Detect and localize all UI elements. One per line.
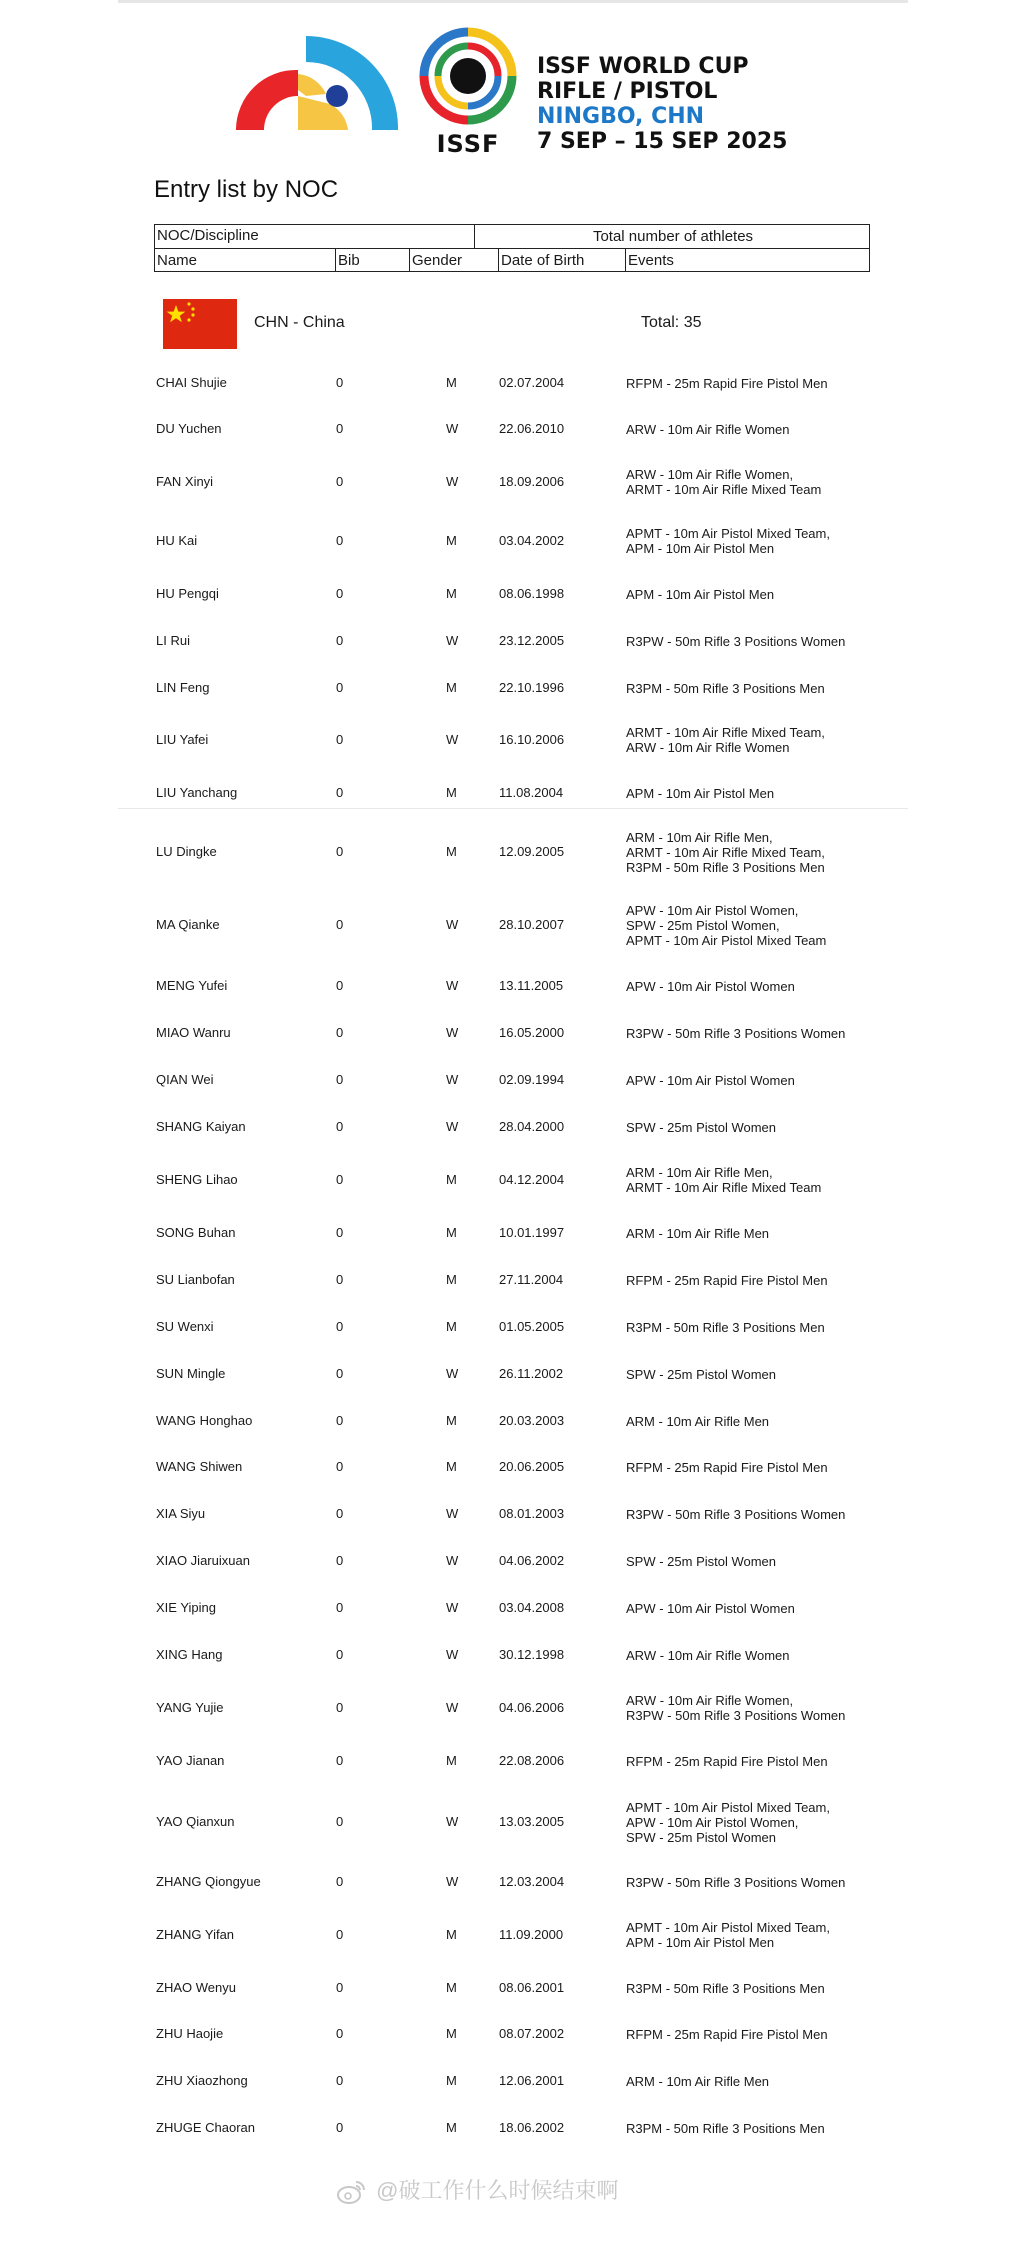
athlete-events: [626, 2027, 828, 2042]
athlete-gender: M: [446, 1413, 457, 1428]
event-entry: SPW - 25m Pistol Women: [626, 1366, 777, 1382]
event-entry: RFPM - 25m Rapid Fire Pistol Men: [626, 1272, 828, 1288]
athlete-name: MA Qianke: [156, 917, 220, 932]
athlete-dob: 08.07.2002: [499, 2026, 565, 2041]
athlete-gender: M: [446, 680, 457, 695]
athlete-events: [626, 467, 821, 497]
athlete-dob: 28.10.2007: [499, 917, 565, 932]
athlete-events: [626, 1460, 828, 1475]
athlete-row: [0, 1874, 1018, 1890]
athlete-bib: 0: [336, 1600, 344, 1615]
athlete-events: [626, 1273, 828, 1288]
athlete-events: [626, 422, 790, 437]
athlete-dob: 12.09.2005: [499, 844, 565, 859]
country-total: Total: 35: [641, 314, 702, 331]
athlete-events: [626, 1754, 828, 1769]
athlete-dob: 04.06.2002: [499, 1553, 565, 1568]
event-entry: ARW - 10m Air Rifle Women,: [626, 467, 794, 482]
athlete-bib: 0: [336, 1225, 344, 1240]
athlete-row: [0, 1506, 1018, 1522]
athlete-bib: 0: [336, 1413, 344, 1428]
athlete-dob: 23.12.2005: [499, 633, 565, 648]
athlete-gender: M: [446, 375, 457, 390]
athlete-dob: 08.01.2003: [499, 1506, 565, 1521]
athlete-events: [626, 979, 795, 994]
athlete-row: [0, 829, 1018, 875]
athlete-bib: 0: [336, 2026, 344, 2041]
athlete-name: SU Lianbofan: [156, 1272, 235, 1287]
athlete-row: [0, 1319, 1018, 1335]
athlete-bib: 0: [336, 2073, 344, 2088]
athlete-dob: 13.11.2005: [499, 978, 564, 993]
athlete-name: YANG Yujie: [156, 1700, 224, 1715]
athlete-bib: 0: [336, 1459, 344, 1474]
athlete-name: SU Wenxi: [156, 1319, 214, 1334]
athlete-dob: 03.04.2008: [499, 1600, 565, 1615]
event-entry: APMT - 10m Air Pistol Mixed Team,: [626, 1799, 830, 1815]
athlete-name: LIU Yanchang: [156, 785, 238, 800]
athlete-bib: 0: [336, 1025, 344, 1040]
athlete-name: ZHUGE Chaoran: [156, 2120, 255, 2135]
athlete-events: [626, 587, 774, 602]
athlete-row: [0, 1072, 1018, 1088]
issf-logo-text: ISSF: [436, 130, 500, 158]
athlete-events: [626, 1875, 845, 1890]
athlete-gender: M: [446, 2073, 457, 2088]
athlete-gender: W: [446, 633, 459, 648]
athlete-bib: 0: [336, 1814, 344, 1829]
athlete-row: [0, 1553, 1018, 1569]
athlete-row: [0, 1753, 1018, 1769]
athlete-bib: 0: [336, 533, 344, 548]
header-gender: Gender: [412, 252, 463, 269]
event-entry: APW - 10m Air Pistol Women,: [626, 1814, 799, 1830]
athlete-events: [626, 526, 830, 556]
athlete-gender: W: [446, 978, 459, 993]
header-name: Name: [157, 252, 198, 269]
event-entry: RFPM - 25m Rapid Fire Pistol Men: [626, 375, 828, 391]
athlete-row: [0, 1647, 1018, 1663]
athlete-bib: 0: [336, 474, 344, 489]
event-entry: ARMT - 10m Air Rifle Mixed Team: [626, 1180, 822, 1195]
athlete-bib: 0: [336, 1072, 344, 1087]
event-entry: SPW - 25m Pistol Women,: [626, 917, 780, 933]
event-entry: R3PW - 50m Rifle 3 Positions Women: [626, 1506, 846, 1522]
athlete-bib: 0: [336, 844, 344, 859]
athlete-row: [0, 1366, 1018, 1382]
athlete-bib: 0: [336, 1553, 344, 1568]
athlete-name: WANG Shiwen: [156, 1459, 243, 1474]
athlete-gender: W: [446, 421, 459, 436]
athlete-dob: 02.07.2004: [499, 375, 565, 390]
athlete-dob: 01.05.2005: [499, 1319, 565, 1334]
athlete-gender: W: [446, 1700, 459, 1715]
yellow-top: [298, 74, 326, 96]
athlete-row: [0, 1119, 1018, 1135]
athlete-row: [0, 1600, 1018, 1616]
athlete-events: [626, 376, 828, 391]
athlete-events: [626, 1026, 845, 1041]
athlete-events: [626, 1981, 825, 1996]
athlete-row: [0, 2026, 1018, 2042]
event-entry: SPW - 25m Pistol Women: [626, 1119, 777, 1135]
watermark-text: @破工作什么时候结束啊: [376, 2178, 619, 2203]
event-entry: APM - 10m Air Pistol Men: [626, 1935, 775, 1950]
athlete-dob: 20.06.2005: [499, 1459, 565, 1474]
athlete-dob: 12.03.2004: [499, 1874, 565, 1889]
athlete-name: ZHAO Wenyu: [156, 1980, 236, 1995]
athlete-gender: W: [446, 474, 459, 489]
athlete-events: [626, 1414, 769, 1429]
target-icon: [418, 26, 518, 126]
athlete-gender: W: [446, 1119, 459, 1134]
athlete-name: CHAI Shujie: [156, 375, 227, 390]
athlete-gender: M: [446, 1319, 457, 1334]
event-entry: ARM - 10m Air Rifle Men: [626, 1413, 770, 1429]
athlete-events: [626, 1367, 776, 1382]
athlete-gender: W: [446, 1506, 459, 1521]
event-entry: R3PM - 50m Rifle 3 Positions Men: [626, 2120, 825, 2136]
athlete-events: [626, 786, 774, 801]
athlete-events: [626, 1648, 790, 1663]
event-title-dates: 7 SEP – 15 SEP 2025: [537, 129, 788, 154]
athlete-events: [626, 2121, 825, 2136]
event-entry: R3PM - 50m Rifle 3 Positions Men: [626, 859, 825, 875]
athlete-row: [0, 526, 1018, 556]
event-entry: APMT - 10m Air Pistol Mixed Team,: [626, 526, 830, 541]
athlete-name: SUN Mingle: [156, 1366, 226, 1381]
athlete-name: XIAO Jiaruixuan: [156, 1553, 250, 1568]
athlete-dob: 02.09.1994: [499, 1072, 565, 1087]
athlete-row: [0, 375, 1018, 391]
header-events: Events: [628, 252, 674, 269]
athlete-name: YAO Qianxun: [156, 1814, 235, 1829]
athlete-row: [0, 1693, 1018, 1723]
athlete-gender: M: [446, 1927, 457, 1942]
athlete-gender: M: [446, 533, 457, 548]
athlete-name: ZHANG Yifan: [156, 1927, 235, 1942]
athlete-row: [0, 978, 1018, 994]
event-entry: APM - 10m Air Pistol Men: [626, 586, 775, 602]
athlete-name: XING Hang: [156, 1647, 223, 1662]
athlete-name: ZHU Xiaozhong: [156, 2073, 248, 2088]
athlete-bib: 0: [336, 2120, 344, 2135]
event-entry: SPW - 25m Pistol Women: [626, 1829, 777, 1845]
athlete-gender: M: [446, 785, 457, 800]
athlete-row: [0, 1025, 1018, 1041]
event-entry: ARM - 10m Air Rifle Men: [626, 2073, 770, 2089]
athlete-events: [626, 1800, 830, 1845]
athlete-name: YAO Jianan: [156, 1753, 225, 1768]
event-entry: APM - 10m Air Pistol Men: [626, 785, 775, 801]
athlete-name: LI Rui: [156, 633, 190, 648]
china-flag-icon: [163, 299, 237, 349]
athlete-bib: 0: [336, 1272, 344, 1287]
athlete-dob: 22.08.2006: [499, 1753, 565, 1768]
athlete-gender: W: [446, 1647, 459, 1662]
athlete-dob: 26.11.2002: [499, 1366, 564, 1381]
event-entry: ARW - 10m Air Rifle Women,: [626, 1693, 794, 1708]
athlete-dob: 04.06.2006: [499, 1700, 565, 1715]
athlete-gender: M: [446, 1172, 457, 1187]
athlete-gender: M: [446, 1272, 457, 1287]
event-title: [537, 54, 787, 154]
athlete-row: [0, 680, 1018, 696]
athlete-row: [0, 1980, 1018, 1996]
event-entry: R3PW - 50m Rifle 3 Positions Women: [626, 1874, 846, 1890]
athlete-events: [626, 681, 825, 696]
athlete-name: ZHU Haojie: [156, 2026, 224, 2041]
athlete-gender: W: [446, 1553, 459, 1568]
athlete-dob: 12.06.2001: [499, 2073, 565, 2088]
athlete-name: LIN Feng: [156, 680, 210, 695]
event-entry: APW - 10m Air Pistol Women: [626, 1072, 795, 1088]
athlete-name: MIAO Wanru: [156, 1025, 231, 1040]
athlete-bib: 0: [336, 917, 344, 932]
athlete-name: SHANG Kaiyan: [156, 1119, 246, 1134]
athlete-row: [0, 1459, 1018, 1475]
athlete-dob: 04.12.2004: [499, 1172, 565, 1187]
athlete-name: SONG Buhan: [156, 1225, 236, 1240]
athlete-row: [0, 467, 1018, 497]
column-header-table: [154, 224, 870, 272]
athlete-events: [626, 1073, 795, 1088]
athlete-dob: 22.06.2010: [499, 421, 565, 436]
athlete-bib: 0: [336, 586, 344, 601]
athlete-events: [626, 1320, 825, 1335]
event-entry: RFPM - 25m Rapid Fire Pistol Men: [626, 1459, 828, 1475]
event-title-line-2: RIFLE / PISTOL: [537, 79, 718, 104]
athlete-dob: 30.12.1998: [499, 1647, 565, 1662]
weibo-icon: [336, 2179, 366, 2205]
event-entry: R3PM - 50m Rifle 3 Positions Men: [626, 680, 825, 696]
event-entry: RFPM - 25m Rapid Fire Pistol Men: [626, 2026, 828, 2042]
athlete-bib: 0: [336, 1874, 344, 1889]
athlete-gender: M: [446, 2026, 457, 2041]
event-logo: [224, 32, 398, 136]
event-entry: APW - 10m Air Pistol Women: [626, 978, 795, 994]
athlete-name: LU Dingke: [156, 844, 217, 859]
athlete-name: HU Kai: [156, 533, 198, 548]
athlete-row: [0, 2073, 1018, 2089]
event-entry: SPW - 25m Pistol Women: [626, 1553, 777, 1569]
athlete-events: [626, 1920, 830, 1950]
athlete-events: [626, 1693, 845, 1723]
athlete-name: HU Pengqi: [156, 586, 219, 601]
athlete-dob: 16.05.2000: [499, 1025, 565, 1040]
country-label: CHN - China: [254, 314, 345, 331]
event-entry: ARMT - 10m Air Rifle Mixed Team,: [626, 725, 825, 740]
athlete-events: [626, 1601, 795, 1616]
athlete-row: [0, 1920, 1018, 1950]
athlete-bib: 0: [336, 785, 344, 800]
athlete-row: [0, 1799, 1018, 1845]
athlete-bib: 0: [336, 1172, 344, 1187]
athlete-gender: M: [446, 1459, 457, 1474]
athlete-name: MENG Yufei: [156, 978, 228, 993]
athlete-bib: 0: [336, 1366, 344, 1381]
athlete-events: [626, 1554, 776, 1569]
athlete-events: [626, 725, 825, 755]
athlete-row: [0, 633, 1018, 649]
athlete-gender: M: [446, 1753, 457, 1768]
athlete-name: XIA Siyu: [156, 1506, 206, 1521]
athlete-dob: 18.06.2002: [499, 2120, 565, 2135]
athlete-dob: 08.06.1998: [499, 586, 565, 601]
event-entry: ARW - 10m Air Rifle Women: [626, 1647, 790, 1663]
event-entry: R3PW - 50m Rifle 3 Positions Women: [626, 1025, 846, 1041]
event-title-line-1: ISSF WORLD CUP: [537, 54, 749, 79]
athlete-dob: 11.08.2004: [499, 785, 564, 800]
athlete-dob: 10.01.1997: [499, 1225, 565, 1240]
athlete-bib: 0: [336, 1119, 344, 1134]
event-entry: APMT - 10m Air Pistol Mixed Team: [626, 932, 827, 948]
event-entry: R3PM - 50m Rifle 3 Positions Men: [626, 1319, 825, 1335]
event-entry: APW - 10m Air Pistol Women,: [626, 902, 799, 918]
page-title: Entry list by NOC: [154, 176, 339, 203]
event-title-location: NINGBO, CHN: [537, 104, 705, 129]
athlete-row: [0, 785, 1018, 801]
athlete-gender: M: [446, 1980, 457, 1995]
athlete-bib: 0: [336, 375, 344, 390]
athlete-row: [0, 1165, 1018, 1195]
athlete-dob: 27.11.2004: [499, 1272, 564, 1287]
event-entry: ARMT - 10m Air Rifle Mixed Team,: [626, 844, 825, 860]
athlete-events: [626, 1165, 821, 1195]
athlete-bib: 0: [336, 1647, 344, 1662]
athlete-gender: M: [446, 2120, 457, 2135]
blue-dot: [326, 85, 348, 107]
athlete-gender: M: [446, 586, 457, 601]
header-date-of-birth: Date of Birth: [501, 252, 585, 269]
event-entry: ARMT - 10m Air Rifle Mixed Team: [626, 482, 822, 497]
event-entry: R3PW - 50m Rifle 3 Positions Women: [626, 633, 846, 649]
header-noc-discipline: NOC/Discipline: [157, 227, 259, 244]
athlete-gender: W: [446, 1366, 459, 1381]
athlete-gender: W: [446, 1025, 459, 1040]
athlete-name: WANG Honghao: [156, 1413, 253, 1428]
athlete-name: SHENG Lihao: [156, 1172, 238, 1187]
athlete-events: [626, 1226, 769, 1241]
athlete-bib: 0: [336, 680, 344, 695]
athlete-dob: 16.10.2006: [499, 732, 565, 747]
event-entry: APW - 10m Air Pistol Women: [626, 1600, 795, 1616]
athlete-name: LIU Yafei: [156, 732, 209, 747]
athlete-bib: 0: [336, 1753, 344, 1768]
athlete-row: [0, 2120, 1018, 2136]
athlete-row: [0, 586, 1018, 602]
athlete-events: [626, 830, 825, 875]
red-arc: [236, 70, 298, 130]
athlete-gender: W: [446, 1814, 459, 1829]
athlete-events: [626, 903, 826, 948]
athlete-bib: 0: [336, 421, 344, 436]
athlete-dob: 11.09.2000: [499, 1927, 564, 1942]
athlete-gender: W: [446, 917, 459, 932]
event-entry: ARM - 10m Air Rifle Men: [626, 1225, 770, 1241]
event-entry: ARM - 10m Air Rifle Men,: [626, 1165, 773, 1180]
athlete-name: QIAN Wei: [156, 1072, 214, 1087]
athlete-row: [0, 421, 1018, 437]
athlete-name: ZHANG Qiongyue: [156, 1874, 261, 1889]
athlete-dob: 13.03.2005: [499, 1814, 565, 1829]
athlete-row: [0, 1413, 1018, 1429]
athlete-gender: W: [446, 1072, 459, 1087]
athlete-dob: 03.04.2002: [499, 533, 565, 548]
athlete-bib: 0: [336, 1700, 344, 1715]
athlete-name: DU Yuchen: [156, 421, 222, 436]
top-divider: [118, 0, 908, 3]
athlete-row: [0, 902, 1018, 948]
athlete-gender: M: [446, 844, 457, 859]
athlete-bib: 0: [336, 732, 344, 747]
athlete-bib: 0: [336, 1506, 344, 1521]
event-entry: R3PM - 50m Rifle 3 Positions Men: [626, 1980, 825, 1996]
issf-logo: [418, 26, 518, 158]
athlete-gender: W: [446, 1874, 459, 1889]
header-total-athletes: Total number of athletes: [592, 228, 754, 245]
athlete-dob: 18.09.2006: [499, 474, 565, 489]
athlete-dob: 20.03.2003: [499, 1413, 565, 1428]
page-break-divider: [118, 808, 908, 809]
event-entry: ARW - 10m Air Rifle Women: [626, 740, 790, 755]
athlete-events: [626, 1507, 845, 1522]
athlete-events: [626, 2074, 769, 2089]
event-entry: APMT - 10m Air Pistol Mixed Team,: [626, 1920, 830, 1935]
athlete-events: [626, 1120, 776, 1135]
athlete-row: [0, 1272, 1018, 1288]
athlete-dob: 22.10.1996: [499, 680, 565, 695]
athlete-bib: 0: [336, 1319, 344, 1334]
athlete-dob: 08.06.2001: [499, 1980, 565, 1995]
athlete-name: XIE Yiping: [156, 1600, 216, 1615]
event-entry: R3PW - 50m Rifle 3 Positions Women: [626, 1708, 846, 1723]
athlete-bib: 0: [336, 1980, 344, 1995]
watermark: [336, 2174, 618, 2214]
event-entry: ARM - 10m Air Rifle Men,: [626, 829, 773, 845]
athlete-bib: 0: [336, 978, 344, 993]
event-entry: ARW - 10m Air Rifle Women: [626, 421, 790, 437]
header-bib: Bib: [338, 252, 360, 269]
event-entry: RFPM - 25m Rapid Fire Pistol Men: [626, 1753, 828, 1769]
athlete-bib: 0: [336, 633, 344, 648]
athlete-row: [0, 1225, 1018, 1241]
athlete-dob: 28.04.2000: [499, 1119, 565, 1134]
event-entry: APM - 10m Air Pistol Men: [626, 541, 775, 556]
athlete-gender: W: [446, 1600, 459, 1615]
athlete-events: [626, 634, 845, 649]
athlete-gender: M: [446, 1225, 457, 1240]
athlete-gender: W: [446, 732, 459, 747]
athlete-row: [0, 725, 1018, 755]
athlete-name: FAN Xinyi: [156, 474, 214, 489]
athlete-bib: 0: [336, 1927, 344, 1942]
